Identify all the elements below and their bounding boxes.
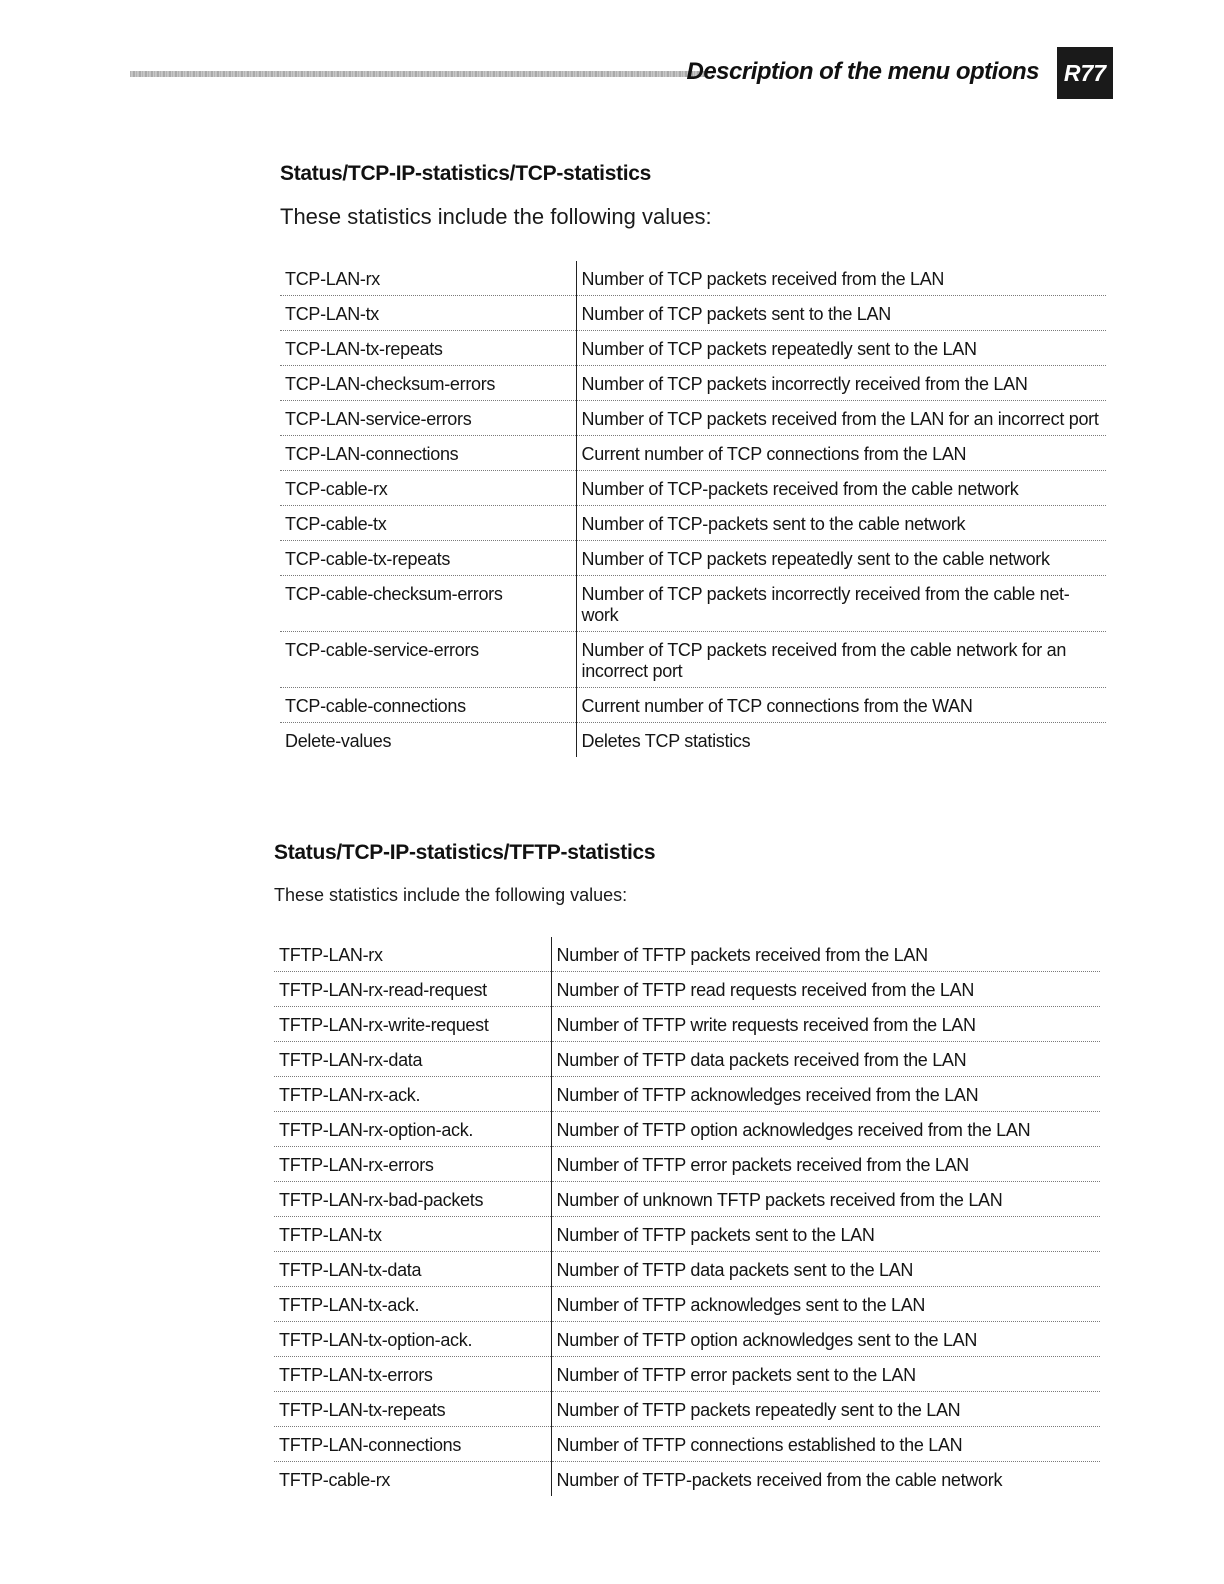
term-cell: TFTP-LAN-tx-data <box>274 1252 551 1287</box>
term-cell: TFTP-LAN-tx-errors <box>274 1357 551 1392</box>
description-cell: Number of TFTP error packets sent to the LAN <box>551 1357 1100 1392</box>
header-rule <box>130 71 705 77</box>
table-row <box>274 1322 1100 1357</box>
term-cell: TCP-LAN-connections <box>280 436 576 471</box>
table-row <box>280 723 1106 758</box>
description-cell: Number of TFTP error packets received from the LAN <box>551 1147 1100 1182</box>
running-header-title: Description of the menu options <box>686 58 1039 85</box>
term-cell: TFTP-LAN-rx-errors <box>274 1147 551 1182</box>
table-row <box>274 1287 1100 1322</box>
table-row <box>280 261 1106 296</box>
description-cell: Number of TFTP-packets received from the cable network <box>556 1470 1003 1490</box>
term-cell: TCP-LAN-tx-repeats <box>280 331 576 366</box>
term-cell: TFTP-LAN-tx-repeats <box>274 1392 551 1427</box>
table-row <box>274 1462 1100 1497</box>
term-cell: TCP-cable-service-errors <box>280 632 576 688</box>
table-row <box>274 1217 1100 1252</box>
table-row <box>280 296 1106 331</box>
term-cell: TFTP-LAN-rx-write-request <box>274 1007 551 1042</box>
tftp-section-heading: Status/TCP-IP-statistics/TFTP-statistics <box>274 841 656 864</box>
description-cell: Number of TCP packets received from the LAN <box>576 261 1106 296</box>
description-cell: Number of TFTP write requests received from the LAN <box>551 1007 1100 1042</box>
table-row <box>280 331 1106 366</box>
table-row <box>280 576 1106 632</box>
term-cell: TFTP-cable-rx <box>274 1462 551 1497</box>
description-cell: Current number of TCP connections from the WAN <box>576 688 1106 723</box>
description-cell: Number of TFTP acknowledges received from the LAN <box>551 1077 1100 1112</box>
page-number-badge: R77 <box>1057 47 1113 99</box>
term-cell: TCP-LAN-service-errors <box>280 401 576 436</box>
term-cell: TFTP-LAN-rx-bad-packets <box>274 1182 551 1217</box>
term-cell: TFTP-LAN-rx-option-ack. <box>274 1112 551 1147</box>
table-row <box>274 1112 1100 1147</box>
table-row <box>274 1357 1100 1392</box>
description-cell: Number of TCP-packets received from the cable network <box>576 471 1106 506</box>
table-row <box>280 632 1106 688</box>
table-row <box>274 1147 1100 1182</box>
table-row <box>274 1182 1100 1217</box>
tcp-section-heading: Status/TCP-IP-statistics/TCP-statistics <box>280 162 652 185</box>
description-cell: Number of TFTP read requests received from the LAN <box>551 972 1100 1007</box>
term-cell: TCP-cable-checksum-errors <box>280 576 576 632</box>
term-cell: TFTP-LAN-tx-ack. <box>274 1287 551 1322</box>
description-cell: Number of TFTP data packets sent to the LAN <box>551 1252 1100 1287</box>
table-row <box>280 436 1106 471</box>
table-row <box>280 688 1106 723</box>
term-cell: TFTP-LAN-rx-data <box>274 1042 551 1077</box>
term-cell: TFTP-LAN-rx-ack. <box>274 1077 551 1112</box>
description-cell: Number of TCP packets incorrectly received from the cable net-work <box>576 576 1106 632</box>
description-cell: Number of TFTP acknowledges sent to the LAN <box>551 1287 1100 1322</box>
description-cell: Number of TCP packets received from the cable network for an incorrect port <box>576 632 1106 688</box>
tftp-statistics-table <box>274 937 1100 1496</box>
table-row <box>274 1077 1100 1112</box>
term-cell: Delete-values <box>280 723 576 758</box>
term-cell: TCP-cable-tx-repeats <box>280 541 576 576</box>
term-cell: TFTP-LAN-tx <box>274 1217 551 1252</box>
description-cell: Number of TFTP packets received from the LAN <box>551 937 1100 972</box>
term-cell: TCP-cable-tx <box>280 506 576 541</box>
table-row <box>274 1007 1100 1042</box>
description-cell: Deletes TCP statistics <box>581 731 751 751</box>
table-row <box>280 366 1106 401</box>
table-row <box>274 937 1100 972</box>
table-row <box>274 1427 1100 1462</box>
term-cell: TCP-LAN-checksum-errors <box>280 366 576 401</box>
description-cell: Number of TFTP connections established to the LAN <box>551 1427 1100 1462</box>
description-cell: Number of TCP packets received from the LAN for an incorrect port <box>576 401 1106 436</box>
description-cell: Number of TFTP option acknowledges received from the LAN <box>551 1112 1100 1147</box>
table-row <box>280 401 1106 436</box>
table-row <box>274 1042 1100 1077</box>
description-cell: Number of TFTP data packets received from the LAN <box>551 1042 1100 1077</box>
term-cell: TCP-LAN-tx <box>280 296 576 331</box>
term-cell: TFTP-LAN-rx-read-request <box>274 972 551 1007</box>
tftp-section-intro: These statistics include the following values: <box>274 885 628 905</box>
term-cell: TFTP-LAN-tx-option-ack. <box>274 1322 551 1357</box>
term-cell: TCP-cable-rx <box>280 471 576 506</box>
table-row <box>280 541 1106 576</box>
tcp-section-intro: These statistics include the following values: <box>280 204 712 229</box>
description-cell: Current number of TCP connections from the LAN <box>576 436 1106 471</box>
description-cell: Number of TFTP packets repeatedly sent to the LAN <box>551 1392 1100 1427</box>
description-cell: Number of TCP packets sent to the LAN <box>576 296 1106 331</box>
description-cell: Number of TCP packets repeatedly sent to the cable network <box>576 541 1106 576</box>
table-row <box>280 471 1106 506</box>
tcp-statistics-table <box>280 261 1106 757</box>
table-row <box>274 1252 1100 1287</box>
term-cell: TFTP-LAN-connections <box>274 1427 551 1462</box>
description-cell: Number of TCP-packets sent to the cable network <box>576 506 1106 541</box>
description-cell: Number of TFTP option acknowledges sent to the LAN <box>551 1322 1100 1357</box>
term-cell: TCP-LAN-rx <box>280 261 576 296</box>
table-row <box>274 972 1100 1007</box>
description-cell: Number of TFTP packets sent to the LAN <box>551 1217 1100 1252</box>
term-cell: TFTP-LAN-rx <box>274 937 551 972</box>
description-cell: Number of TCP packets repeatedly sent to the LAN <box>576 331 1106 366</box>
table-row <box>274 1392 1100 1427</box>
description-cell: Number of TCP packets incorrectly received from the LAN <box>576 366 1106 401</box>
description-cell: Number of unknown TFTP packets received from the LAN <box>551 1182 1100 1217</box>
table-row <box>280 506 1106 541</box>
term-cell: TCP-cable-connections <box>280 688 576 723</box>
